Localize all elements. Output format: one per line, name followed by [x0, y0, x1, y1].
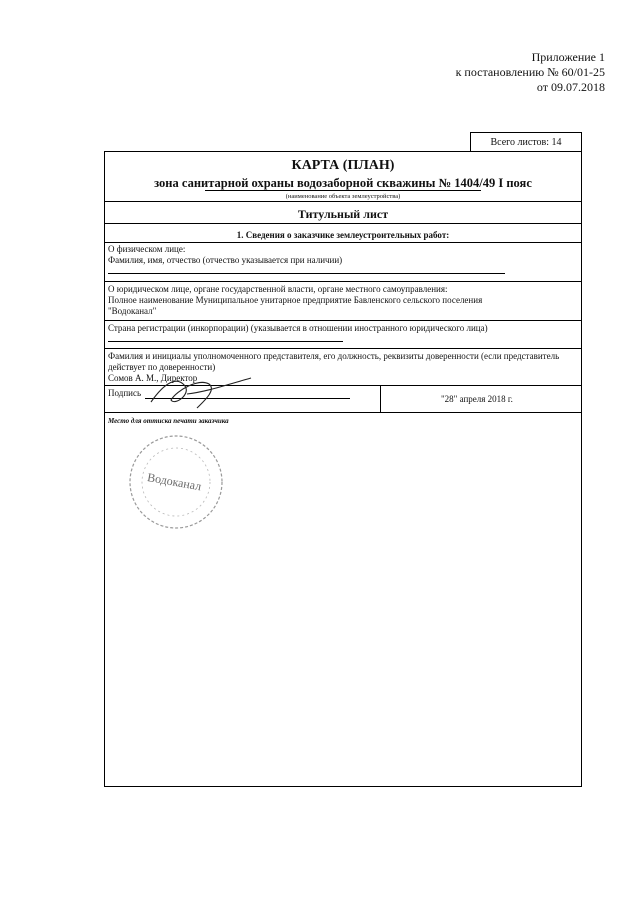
- appendix-line-1: Приложение 1: [531, 50, 605, 64]
- form-title: КАРТА (ПЛАН): [291, 158, 395, 173]
- registration-country-field: [108, 341, 343, 342]
- stamp-caption: Место для оттиска печати заказчика: [108, 417, 229, 425]
- divider-after-country: [105, 348, 581, 349]
- individual-label: О физическом лице:: [108, 244, 186, 254]
- appendix-line-2: к постановлению № 60/01-25: [455, 65, 605, 79]
- registration-country-label: Страна регистрации (инкорпорации) (указывается в отношении иностранного юридического лица): [108, 323, 488, 333]
- divider-after-signature: [105, 412, 581, 413]
- legal-entity-name: Полное наименование Муниципальное унитарное предприятие Бавленского сельского поселения: [108, 295, 483, 305]
- divider-after-individual: [105, 281, 581, 282]
- signature-date: "28" апреля 2018 г.: [441, 394, 513, 404]
- appendix-header: [456, 50, 605, 95]
- subject-caption: (наименование объекта землеустройства): [285, 193, 401, 200]
- representative-value: Сомов А. М., Директор: [108, 373, 198, 383]
- section-1-heading: 1. Сведения о заказчике землеустроительных работ:: [236, 230, 450, 240]
- subject-underline: [205, 190, 481, 191]
- title-sheet-heading: Титульный лист: [297, 207, 389, 221]
- legal-entity-name-cont: "Водоканал": [108, 306, 157, 316]
- signature-label: Подпись: [108, 388, 142, 398]
- organization-stamp: [121, 430, 241, 540]
- appendix-line-3: от 09.07.2018: [536, 80, 605, 94]
- signature-date-separator: [380, 385, 381, 412]
- svg-text:Водоканал: Водоканал: [146, 470, 203, 494]
- divider-after-legal: [105, 320, 581, 321]
- representative-label: Фамилия и инициалы уполномоченного представителя, его должность, реквизиты доверенности (если представитель действует по доверенности): [108, 351, 560, 372]
- form-subject: зона санитарной охраны водозаборной скважины № 1404/49 I пояс: [154, 176, 532, 190]
- individual-name-field: [108, 273, 505, 274]
- handwritten-signature: [147, 372, 257, 412]
- legal-entity-label: О юридическом лице, органе государственной власти, органе местного самоуправления:: [108, 284, 448, 294]
- divider-after-title-sheet: [105, 223, 581, 224]
- total-sheets-box: Всего листов: 14: [470, 132, 582, 152]
- map-plan-form: [104, 151, 582, 787]
- individual-name-label: Фамилия, имя, отчество (отчество указывается при наличии): [108, 255, 343, 265]
- divider-after-section-1: [105, 242, 581, 243]
- divider-after-subject: [105, 201, 581, 202]
